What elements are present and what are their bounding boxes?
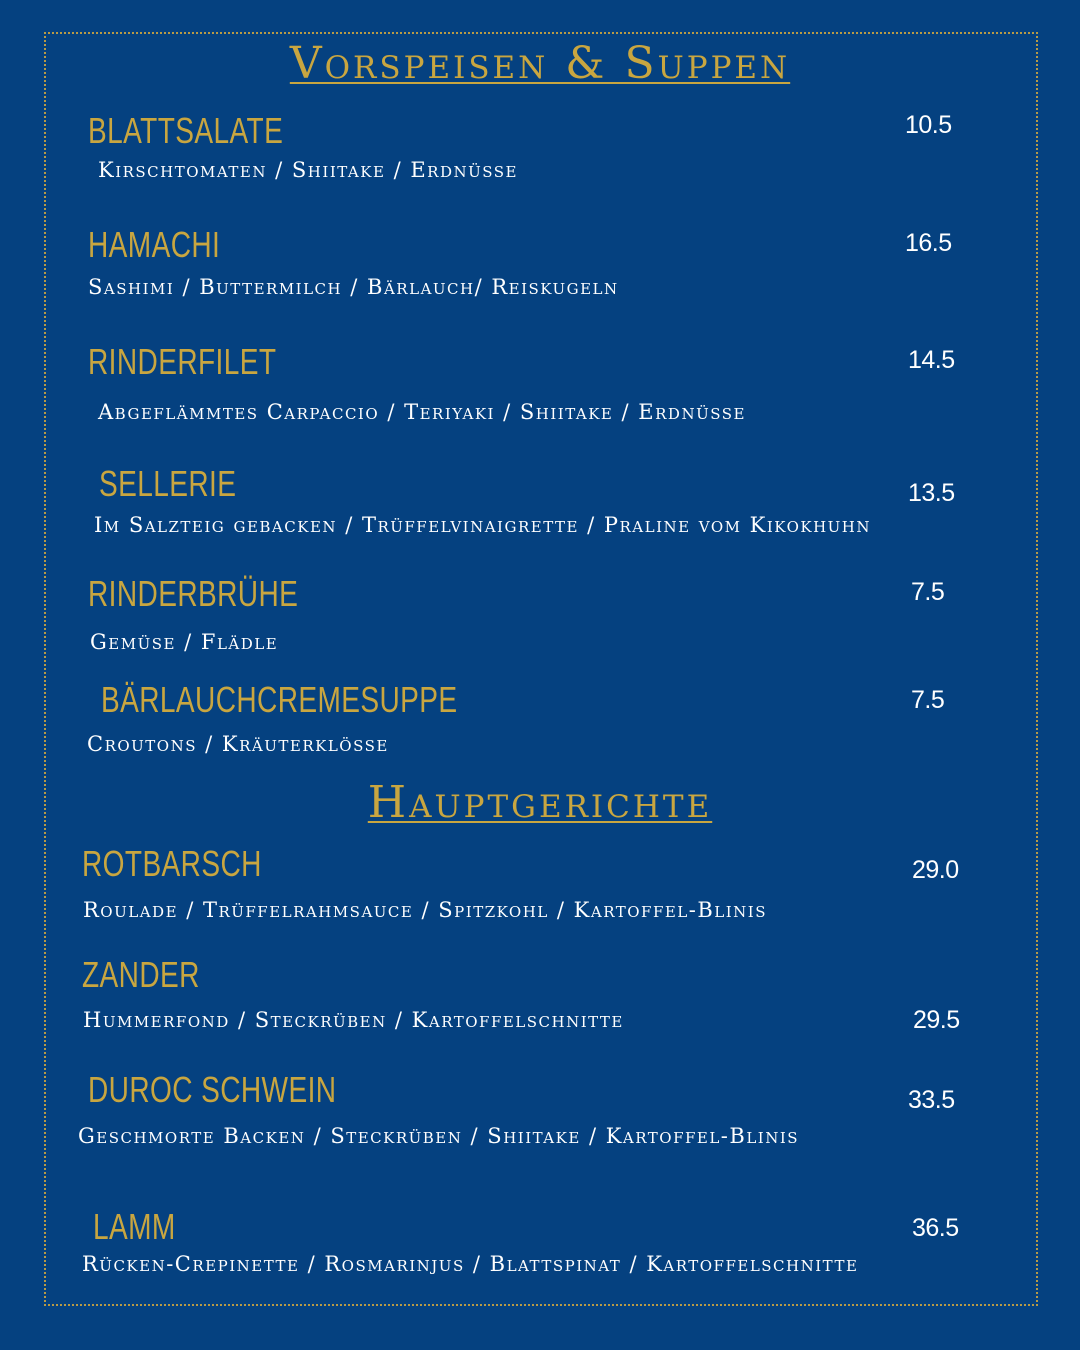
menu-item-price: 36.5 — [912, 1214, 959, 1242]
menu-item-price: 13.5 — [908, 479, 955, 507]
menu-item-description: Gemüse / Flädle — [90, 630, 279, 654]
menu-item-price: 14.5 — [908, 346, 955, 374]
menu-item-description: Kirschtomaten / Shiitake / Erdnüsse — [98, 158, 518, 182]
menu-item-description: Sashimi / Buttermilch / Bärlauch/ Reiskugeln — [88, 275, 619, 299]
menu-item-description: Abgeflämmtes Carpaccio / Teriyaki / Shiitake / Erdnüsse — [98, 400, 746, 424]
menu-item-description: Croutons / Kräuterklösse — [87, 732, 389, 756]
menu-item-name: DUROC SCHWEIN — [88, 1069, 337, 1110]
menu-item-price: 16.5 — [905, 229, 952, 257]
menu-item-price: 7.5 — [911, 578, 945, 606]
menu-item-price: 29.5 — [913, 1006, 960, 1034]
menu-item-name: SELLERIE — [99, 463, 237, 504]
menu-item-name: LAMM — [93, 1206, 176, 1247]
menu-item-name: RINDERFILET — [88, 341, 277, 382]
menu-item-price: 33.5 — [908, 1086, 955, 1114]
section-title-mains: Hauptgerichte — [367, 777, 713, 828]
menu-item-name: RINDERBRÜHE — [88, 573, 299, 614]
menu-item-description: Geschmorte Backen / Steckrüben / Shiitake / Kartoffel-Blinis — [78, 1124, 800, 1148]
menu-item-price: 10.5 — [905, 111, 952, 139]
section-title-starters: Vorspeisen & Suppen — [289, 38, 791, 89]
menu-item-price: 29.0 — [912, 856, 959, 884]
menu-item-description: Hummerfond / Steckrüben / Kartoffelschnitte — [83, 1008, 624, 1032]
menu-item-description: Rücken-Crepinette / Rosmarinjus / Blattspinat / Kartoffelschnitte — [82, 1252, 859, 1276]
menu-item-price: 7.5 — [911, 686, 945, 714]
menu-item-name: BÄRLAUCHCREMESUPPE — [101, 679, 458, 720]
menu-item-description: Im Salzteig gebacken / Trüffelvinaigrette / Praline vom Kikokhuhn — [94, 513, 872, 537]
menu-item-description: Roulade / Trüffelrahmsauce / Spitzkohl / Kartoffel-Blinis — [83, 898, 768, 922]
menu-item-name: HAMACHI — [88, 224, 221, 265]
menu-item-name: ROTBARSCH — [82, 843, 262, 884]
menu-item-name: ZANDER — [82, 954, 200, 995]
menu-item-name: BLATTSALATE — [88, 110, 284, 151]
